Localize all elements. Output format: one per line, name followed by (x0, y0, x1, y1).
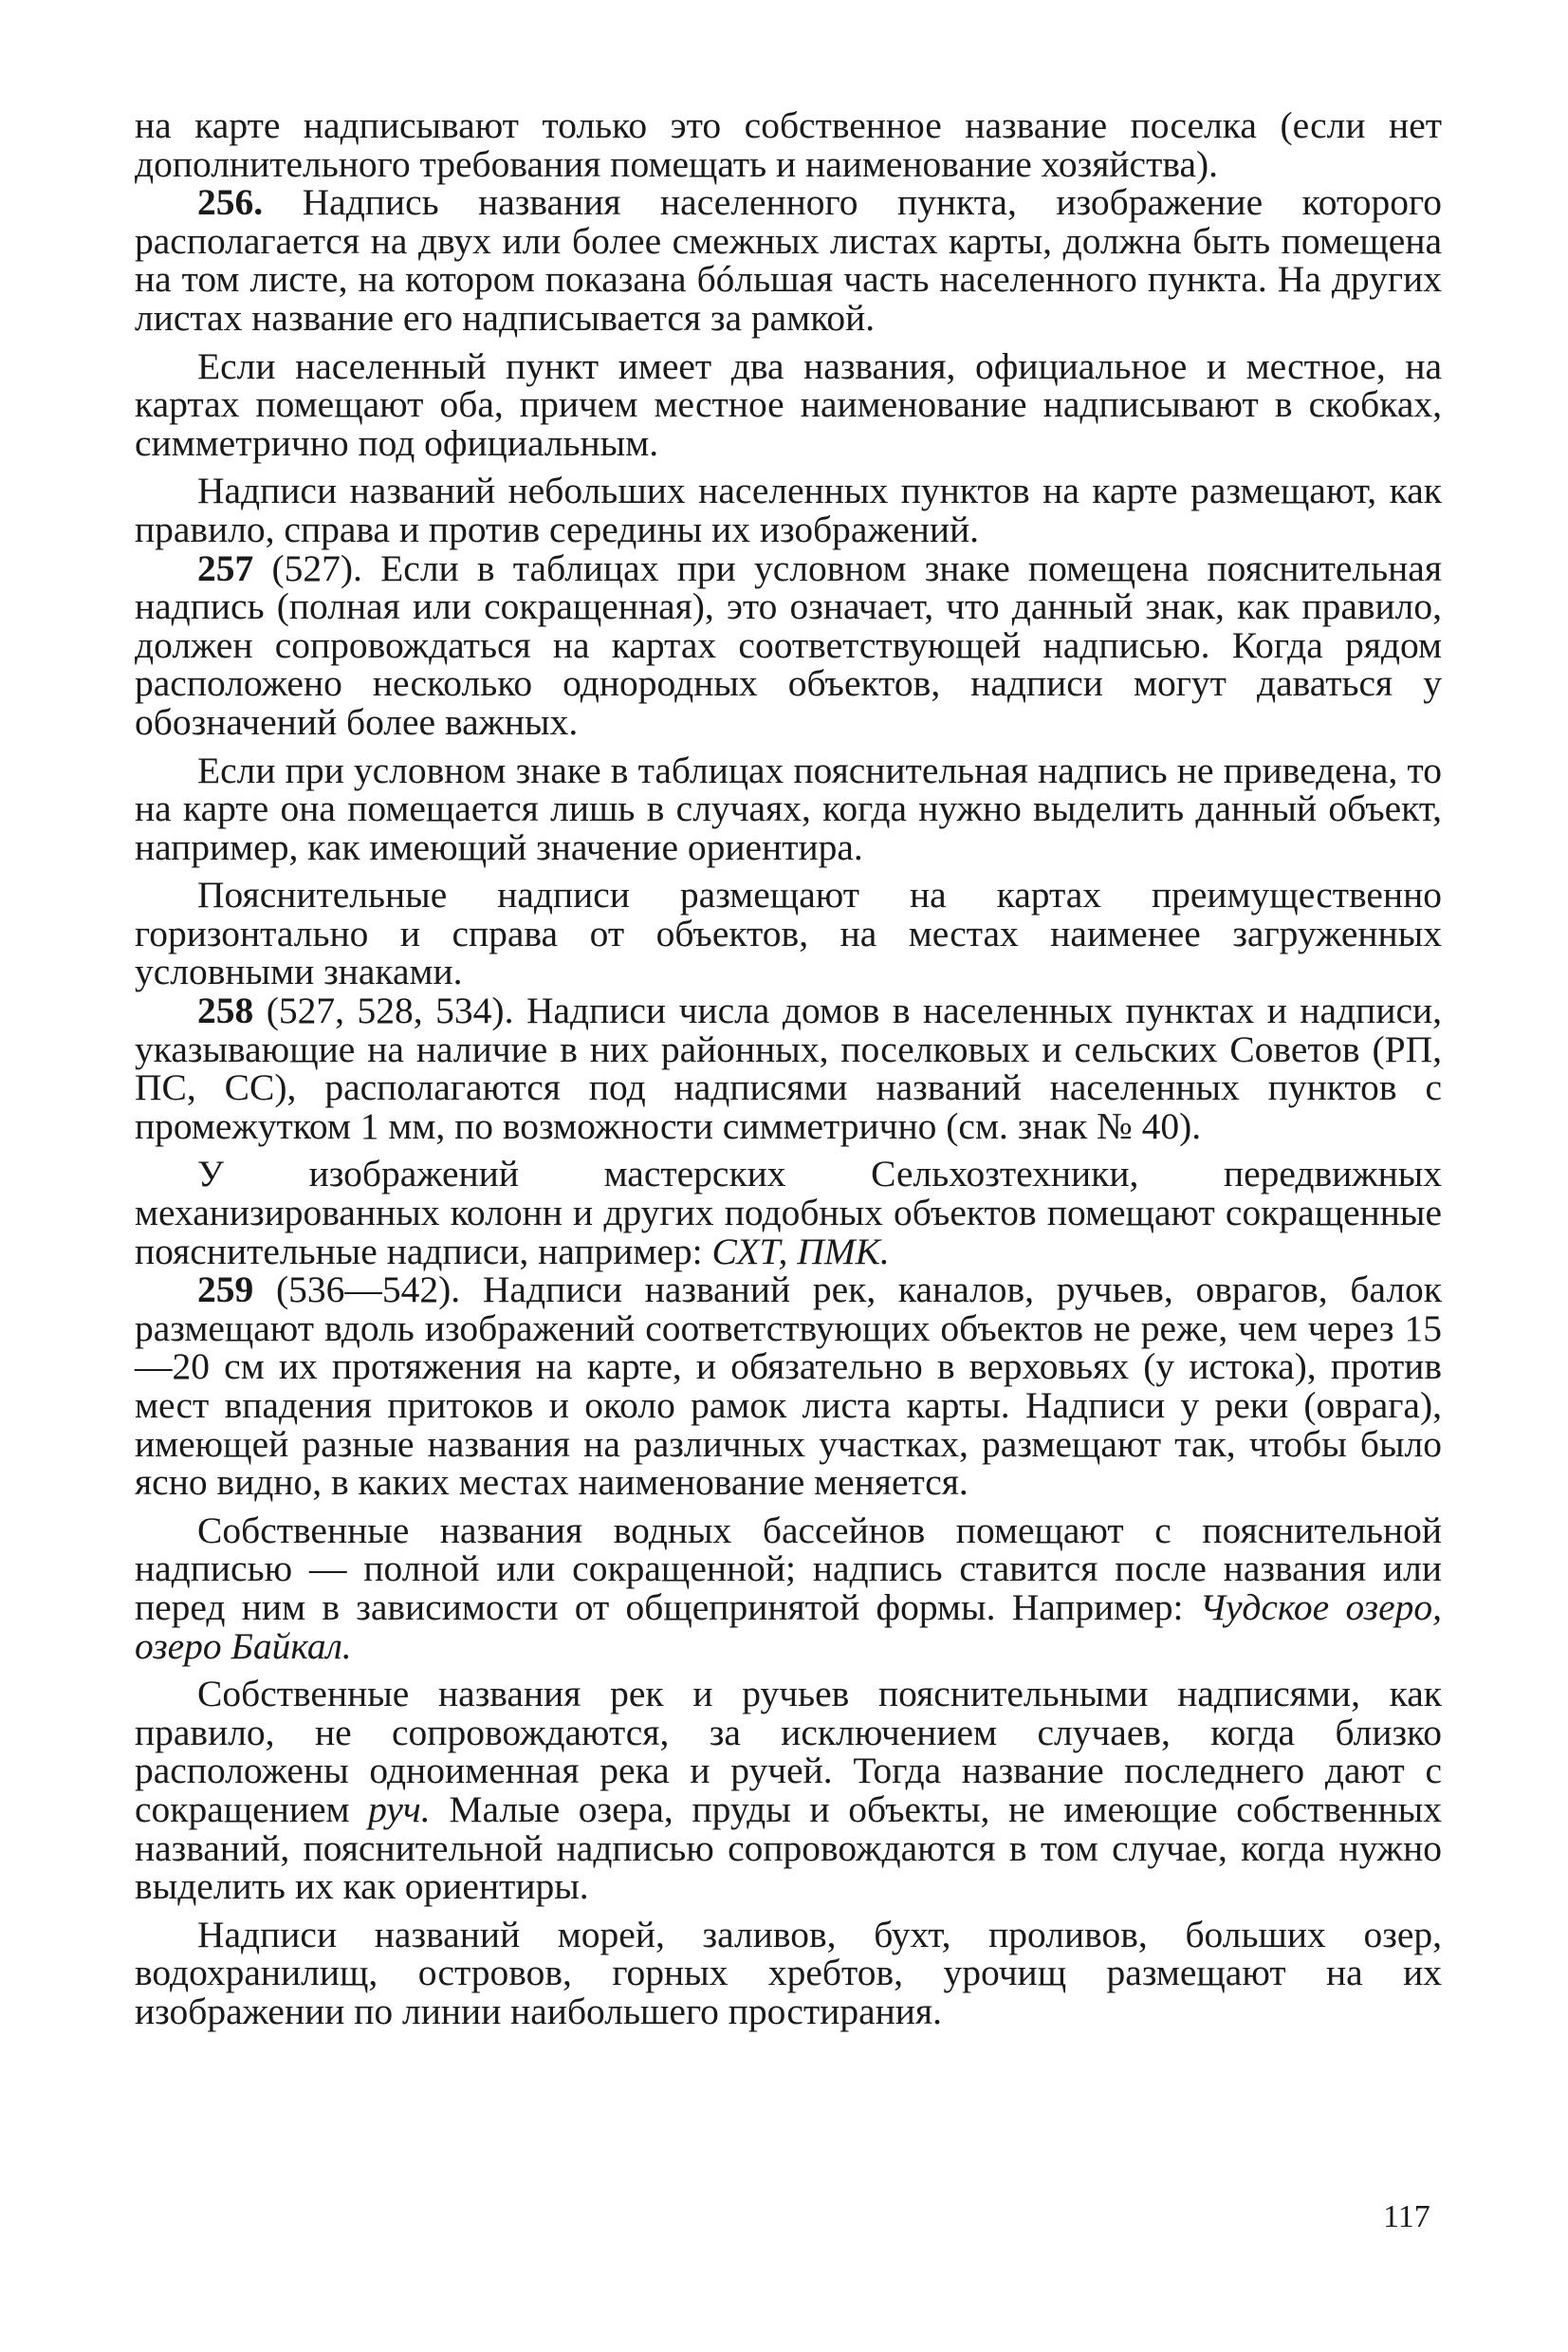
paragraph: Если населенный пункт имеет два названия, официальное и местное, на картах помещают оба, причем местное наименование надписывают в скобках, симметрично под официальным. (135, 344, 1442, 464)
paragraph-256: 256. Надпись названия населенного пункта, изображение которого располагается на двух или более смежных листах карты, должна быть помещена на том листе, на котором показана бóльшая часть населенного пункта. На других листах название его надписывается за рамкой. (135, 181, 1442, 339)
example-abbreviation: руч. (368, 1787, 431, 1830)
paragraph-continuation: на карте надписывают только это собственное название поселка (если нет дополнительного требования помещать и наименование хозяйства). (135, 104, 1442, 185)
paragraph: Собственные названия рек и ручьев пояснительными надписями, как правило, не сопровождаются, за исключением случаев, когда близко расположены одноименная река и ручей. Тогда название последнего дают с сокращением руч. Малые озера, пруды и объекты, не имеющие собственных названий, пояснительной надписью сопровождаются в том случае, когда нужно выделить их как ориентиры. (135, 1673, 1442, 1908)
page-number: 117 (1383, 2199, 1430, 2234)
section-number: 257 (197, 546, 254, 589)
section-number: 259 (197, 1269, 254, 1311)
paragraph: Собственные названия водных бассейнов помещают с пояснительной надписью — полной или сокращенной; надпись ставится после названия или перед ним в зависимости от общепринятой формы. Например: Чудское озеро, озеро Байкал. (135, 1509, 1442, 1667)
paragraph: У изображений мастерских Сельхозтехники, передвижных механизированных колонн и других подобных объектов помещают сокращенные пояснительные надписи, например: СХТ, ПМК. (135, 1153, 1442, 1272)
paragraph: Надписи названий морей, заливов, бухт, проливов, больших озер, водохранилищ, островов, горных хребтов, урочищ размещают на их изображении по линии наибольшего простирания. (135, 1913, 1442, 2032)
paragraph-257: 257 (527). Если в таблицах при условном знаке помещена пояснительная надпись (полная или сокращенная), это означает, что данный знак, как правило, должен сопровождаться на картах соответствующей надписью. Когда рядом расположено несколько однородных объектов, надписи могут даваться у обозначений более важных. (135, 546, 1442, 743)
section-number: 256. (197, 181, 264, 224)
paragraph: Надписи названий небольших населенных пунктов на карте размещают, как правило, справа и против середины их изображений. (135, 470, 1442, 550)
page-body (135, 106, 1442, 2031)
paragraph: Если при условном знаке в таблицах пояснительная надпись не приведена, то на карте она помещается лишь в случаях, когда нужно выделить данный объект, например, как имеющий значение ориентира. (135, 749, 1442, 868)
section-number: 258 (197, 990, 254, 1032)
paragraph: Пояснительные надписи размещают на картах преимущественно горизонтально и справа от объектов, на местах наименее загруженных условными знаками. (135, 874, 1442, 993)
example-abbreviations: СХТ, ПМК. (711, 1230, 890, 1272)
paragraph-258: 258 (527, 528, 534). Надписи числа домов в населенных пунктах и надписи, указывающие на наличие в них районных, поселковых и сельских Советов (РП, ПС, СС), располагаются под надписями названий населенных пунктов с промежутком 1 мм, по возможности симметрично (см. знак № 40). (135, 990, 1442, 1147)
paragraph-259: 259 (536—542). Надписи названий рек, каналов, ручьев, оврагов, балок размещают вдоль изображений соответствующих объектов не реже, чем через 15—20 см их протяжения на карте, и обязательно в верховьях (у истока), против мест впадения притоков и около рамок листа карты. Надписи у реки (оврага), имеющей разные названия на различных участках, размещают так, чтобы было ясно видно, в каких местах наименование меняется. (135, 1269, 1442, 1504)
example-names: Чудское озеро, озеро Байкал. (135, 1585, 1442, 1667)
